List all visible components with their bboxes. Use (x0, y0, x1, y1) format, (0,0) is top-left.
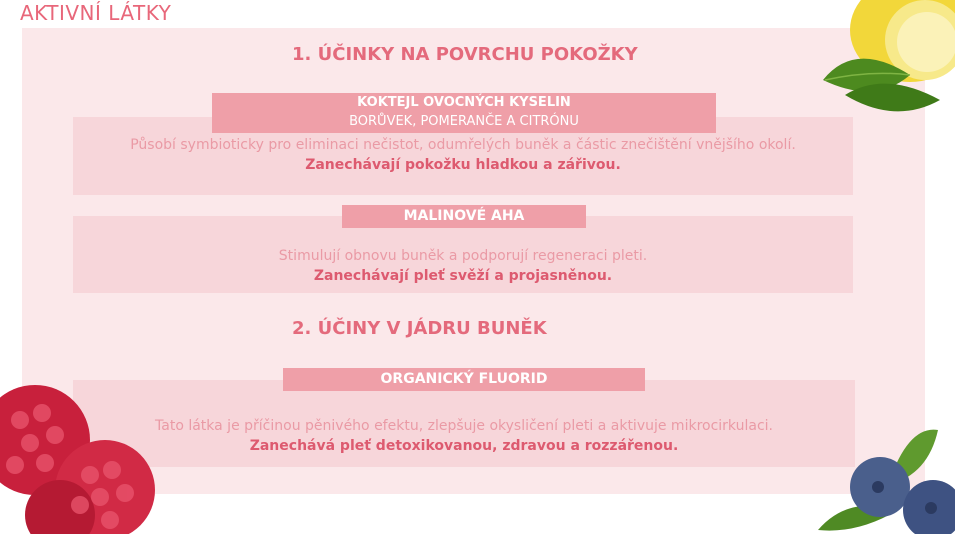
section-heading-surface: 1. ÚČINKY NA POVRCHU POKOŽKY (292, 44, 638, 65)
card-organic-fluoride-text: Tato látka je příčinou pěnivého efektu, zlepšuje okysličení pleti a aktivuje mikrocirkulaci. (155, 418, 773, 434)
card-fruit-acids-highlight: Zanechávají pokožku hladkou a zářivou. (305, 157, 621, 173)
raspberry-icon (0, 365, 170, 534)
card-organic-fluoride-highlight: Zanechává pleť detoxikovanou, zdravou a rozzářenou. (249, 438, 679, 454)
lemon-icon (815, 0, 955, 125)
card-organic-fluoride (73, 380, 855, 467)
label-fruit-acids-title: KOKTEJL OVOCNÝCH KYSELIN (357, 95, 571, 110)
card-raspberry-aha-highlight: Zanechávají pleť svěží a projasněnou. (313, 268, 613, 284)
page-title: AKTIVNÍ LÁTKY (20, 1, 172, 25)
label-organic-fluoride: ORGANICKÝ FLUORID (283, 368, 645, 391)
section-heading-core: 2. ÚČINY V JÁDRU BUNĚK (292, 318, 547, 339)
card-fruit-acids-text: Působí symbioticky pro eliminaci nečistot, odumřelých buněk a částic znečištění vnějšího okolí. (130, 137, 796, 153)
label-fruit-acids-subtitle: BORŮVEK, POMERANČE A CITRÓNU (349, 114, 579, 129)
card-raspberry-aha-text: Stimulují obnovu buněk a podporují regeneraci pleti. (278, 248, 648, 264)
label-raspberry-aha: MALINOVÉ AHA (342, 205, 586, 228)
label-fruit-acids (212, 93, 716, 133)
blueberry-icon (818, 425, 955, 534)
